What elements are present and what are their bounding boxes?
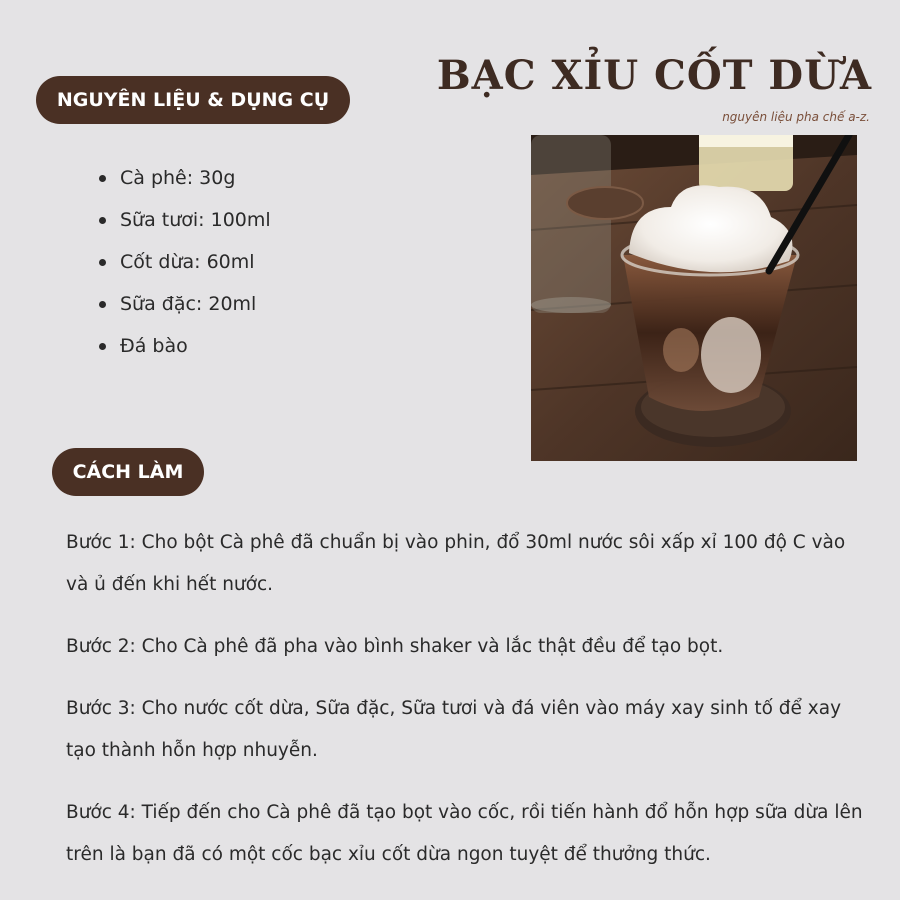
recipe-title: BẠC XỈU CỐT DỪA — [436, 52, 872, 99]
method-heading: CÁCH LÀM — [52, 448, 204, 496]
ingredients-heading: NGUYÊN LIỆU & DỤNG CỤ — [36, 76, 350, 124]
step-1: Bước 1: Cho bột Cà phê đã chuẩn bị vào phin, đổ 30ml nước sôi xấp xỉ 100 độ C vào và ủ đến khi hết nước. — [66, 532, 846, 595]
ingredients-list — [96, 157, 271, 367]
step-3: Bước 3: Cho nước cốt dừa, Sữa đặc, Sữa tươi và đá viên vào máy xay sinh tố để xay tạo thành hỗn hợp nhuyễn. — [66, 698, 842, 761]
drink-photo — [531, 135, 857, 461]
ingredient-item: Cà phê: 30g — [96, 157, 271, 199]
ingredient-item: Sữa đặc: 20ml — [96, 283, 271, 325]
step-4: Bước 4: Tiếp đến cho Cà phê đã tạo bọt vào cốc, rồi tiến hành đổ hỗn hợp sữa dừa lên trên là bạn đã có một cốc bạc xỉu cốt dừa ngon tuyệt để thưởng thức. — [66, 802, 863, 865]
step-2: Bước 2: Cho Cà phê đã pha vào bình shaker và lắc thật đều để tạo bọt. — [66, 636, 724, 657]
ingredient-item: Sữa tươi: 100ml — [96, 199, 271, 241]
method-steps — [66, 522, 866, 896]
ingredient-item: Đá bào — [96, 325, 271, 367]
ingredient-item: Cốt dừa: 60ml — [96, 241, 271, 283]
recipe-subtitle: nguyên liệu pha chế a-z. — [722, 110, 870, 124]
